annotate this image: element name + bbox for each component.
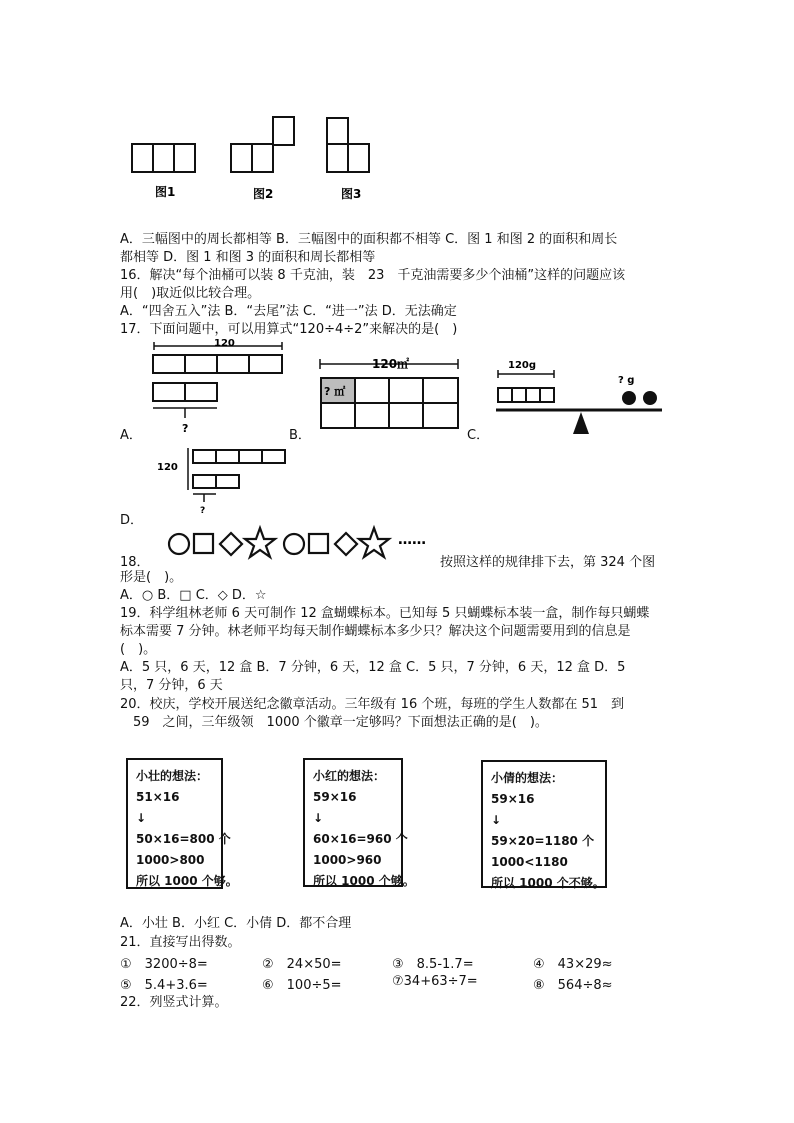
q17-figure-a (148, 338, 288, 438)
idea-compare: 1000<1180 (491, 855, 568, 869)
idea-conclusion: 所以 1000 个够。 (136, 874, 238, 888)
q19-stem-line3: ( )。 (120, 642, 157, 657)
q20-stem-line2: 59 之间，三年级领 1000 个徽章一定够吗？下面想法正确的是( )。 (120, 715, 548, 730)
q17-d-total: 120 (157, 462, 178, 473)
q17-c-question: ? g (618, 375, 635, 386)
q15-options-line1: A．三幅图中的周长都相等 B．三幅图中的面积都不相等 C．图 1 和图 2 的面积和周长 (120, 232, 618, 247)
idea-conclusion: 所以 1000 个够。 (313, 874, 415, 888)
figure-2-label: 图2 (253, 187, 274, 201)
idea-conclusion: 所以 1000 个不够。 (491, 876, 605, 890)
q17-stem: 17．下面问题中，可以用算式“120÷4÷2”来解决的是( ) (120, 322, 458, 337)
calc-item: ③ 8.5-1.7= (392, 957, 474, 972)
pattern-square-icon (309, 534, 328, 553)
calc-item: ⑥ 100÷5= (262, 978, 342, 993)
q16-stem-line2: 用( )取近似比较合理。 (120, 286, 261, 301)
idea-title: 小倩的想法： (491, 771, 564, 785)
pattern-star-icon (359, 528, 389, 557)
idea-box-xiaohong (303, 758, 415, 888)
q17-option-c: C． (467, 428, 490, 443)
pattern-diamond-icon (220, 533, 242, 555)
q21-stem: 21．直接写出得数。 (120, 935, 241, 950)
idea-expression: 51×16 (136, 790, 180, 804)
q16-stem-line1: 16．解决“每个油桶可以装 8 千克油，装 23 千克油需要多少个油桶”这样的问题应该 (120, 268, 626, 283)
figure-3 (327, 118, 369, 172)
pattern-circle-icon (284, 534, 304, 554)
idea-box-xiaozhuang (126, 758, 238, 889)
calc-item: ② 24×50= (262, 957, 342, 972)
q17-option-b: B． (289, 428, 311, 443)
q15-options-line2: 都相等 D．图 1 和图 3 的面积和周长都相等 (120, 250, 376, 265)
calc-item: ⑧ 564÷8≈ (533, 978, 613, 993)
pattern-circle-icon (169, 534, 189, 554)
pattern-star-icon (245, 528, 275, 557)
idea-estimate: 50×16=800 个 (136, 832, 231, 846)
q18-shape-pattern (160, 522, 440, 562)
idea-compare: 1000>960 (313, 853, 382, 867)
q18-pattern-ellipsis: …… (398, 532, 426, 548)
calc-item: ⑦34+63÷7= (392, 974, 478, 989)
q18-options: A．○ B．□ C．◇ D．☆ (120, 588, 267, 603)
q19-stem-line2: 标本需要 7 分钟。林老师平均每天制作蝴蝶标本多少只？解决这个问题需要用到的信息是 (120, 624, 631, 639)
pattern-diamond-icon (335, 533, 357, 555)
q19-stem-line1: 19．科学组林老师 6 天可制作 12 盒蝴蝶标本。已知每 5 只蝴蝶标本装一盒，制作每只蝴蝶 (120, 606, 650, 621)
q20-stem-line1: 20．校庆，学校开展送纪念徽章活动。三年级有 16 个班，每班的学生人数都在 51 到 (120, 697, 625, 712)
q17-b-question: ? ㎡ (324, 385, 346, 398)
q17-figure-d (150, 442, 290, 517)
q17-b-total: 120㎡ (372, 357, 410, 371)
idea-expression: 59×16 (491, 792, 535, 806)
calc-item: ⑤ 5.4+3.6= (120, 978, 208, 993)
q19-options-line1: A．5 只，6 天，12 盒 B．7 分钟，6 天，12 盒 C．5 只，7 分钟，6 天，12 盒 D．5 (120, 660, 626, 675)
arrow-down-icon: ↓ (313, 811, 324, 825)
idea-box-xiaoqian (481, 760, 607, 888)
idea-title: 小红的想法： (313, 769, 386, 783)
q22-stem: 22．列竖式计算。 (120, 995, 228, 1010)
q20-options: A．小壮 B．小红 C．小倩 D．都不合理 (120, 916, 352, 931)
idea-compare: 1000>800 (136, 853, 205, 867)
q18-number: 18． (120, 555, 150, 570)
q16-options: A．“四舍五入”法 B．“去尾”法 C．“进一”法 D．无法确定 (120, 304, 457, 319)
idea-title: 小壮的想法： (136, 769, 209, 783)
q19-options-line2: 只，7 分钟，6 天 (120, 678, 223, 693)
q17-option-d: D． (120, 513, 144, 528)
calc-item: ① 3200÷8= (120, 957, 208, 972)
arrow-down-icon: ↓ (136, 811, 147, 825)
idea-estimate: 60×16=960 个 (313, 832, 408, 846)
figure-3-label: 图3 (341, 187, 362, 201)
q17-a-total: 120 (214, 338, 235, 349)
q18-text: 按照这样的规律排下去，第 324 个图 (440, 555, 656, 570)
q15-figures (120, 110, 400, 205)
q17-option-a: A． (120, 428, 142, 443)
q18-stem-line2: 形是( )。 (120, 570, 183, 585)
figure-1 (132, 144, 195, 172)
q17-d-question: ? (200, 506, 206, 516)
q17-figure-b (312, 350, 462, 440)
q17-c-weight: 120g (508, 360, 537, 371)
arrow-down-icon: ↓ (491, 813, 502, 827)
figure-1-label: 图1 (155, 185, 176, 199)
q17-figure-c (490, 352, 670, 437)
idea-estimate: 59×20=1180 个 (491, 834, 595, 848)
q17-a-question: ? (182, 422, 189, 435)
figure-2 (231, 117, 294, 172)
calc-item: ④ 43×29≈ (533, 957, 613, 972)
idea-expression: 59×16 (313, 790, 357, 804)
pattern-square-icon (194, 534, 213, 553)
